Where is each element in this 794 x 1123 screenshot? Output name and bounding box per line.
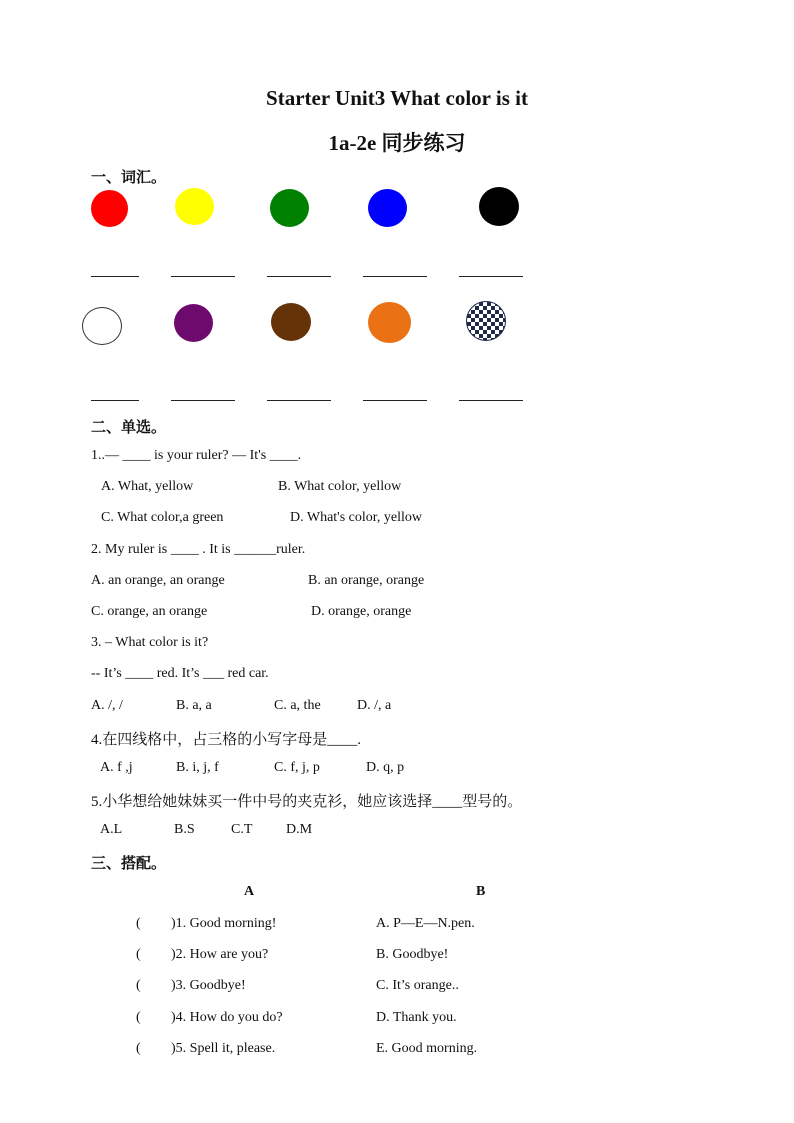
answer-blank[interactable] (171, 276, 235, 277)
answer-blank[interactable] (363, 276, 427, 277)
question-2: 2. My ruler is ____ . It is ______ruler. (91, 542, 306, 557)
match-right-b: B. Goodbye! (376, 947, 449, 962)
answer-bracket[interactable]: ( (136, 947, 141, 962)
checkered-circle (466, 301, 506, 341)
option-4c: C. f, j, p (274, 760, 320, 775)
section-matching-heading: 三、搭配。 (91, 856, 167, 872)
question-3: 3. – What color is it? (91, 635, 209, 650)
option-4d: D. q, p (366, 760, 405, 775)
green-circle (270, 189, 309, 227)
option-1d: D. What's color, yellow (290, 510, 422, 525)
question-1: 1..— ____ is your ruler? — It's ____. (91, 448, 302, 463)
section-vocabulary-heading: 一、词汇。 (91, 170, 167, 186)
question-5: 5.小华想给她妹妹买一件中号的夹克衫，她应该选择____型号的。 (91, 794, 523, 810)
option-5c: C.T (231, 822, 253, 837)
answer-bracket[interactable]: ( (136, 1041, 141, 1056)
answer-blank[interactable] (91, 400, 139, 401)
answer-bracket[interactable]: ( (136, 916, 141, 931)
brown-circle (271, 303, 311, 341)
option-4b: B. i, j, f (176, 760, 219, 775)
match-right-a: A. P—E—N.pen. (376, 916, 475, 931)
answer-bracket[interactable]: ( (136, 978, 141, 993)
option-2c: C. orange, an orange (91, 604, 208, 619)
black-circle (479, 187, 519, 226)
option-3c: C. a, the (274, 698, 321, 713)
column-a-header: A (244, 884, 255, 899)
answer-blank[interactable] (171, 400, 235, 401)
match-left-3: )3. Goodbye! (171, 978, 246, 993)
orange-circle (368, 302, 411, 343)
option-2d: D. orange, orange (311, 604, 412, 619)
blue-circle (368, 189, 407, 227)
option-5b: B.S (174, 822, 195, 837)
option-2b: B. an orange, orange (308, 573, 425, 588)
red-circle (91, 190, 128, 227)
answer-blank[interactable] (459, 400, 523, 401)
match-right-e: E. Good morning. (376, 1041, 478, 1056)
answer-blank[interactable] (363, 400, 427, 401)
match-right-c: C. It’s orange.. (376, 978, 459, 993)
answer-blank[interactable] (91, 276, 139, 277)
answer-blank[interactable] (267, 276, 331, 277)
option-5d: D.M (286, 822, 313, 837)
match-left-1: )1. Good morning! (171, 916, 277, 931)
option-3a: A. /, / (91, 698, 123, 713)
option-5a: A.L (100, 822, 123, 837)
match-left-4: )4. How do you do? (171, 1010, 283, 1025)
page-subtitle: 1a-2e 同步练习 (328, 131, 466, 155)
option-3d: D. /, a (357, 698, 392, 713)
question-3-reply: -- It’s ____ red. It’s ___ red car. (91, 666, 269, 681)
purple-circle (174, 304, 213, 342)
option-3b: B. a, a (176, 698, 212, 713)
option-2a: A. an orange, an orange (91, 573, 225, 588)
answer-blank[interactable] (459, 276, 523, 277)
column-b-header: B (476, 884, 486, 899)
page-title: Starter Unit3 What color is it (266, 86, 528, 110)
question-4: 4.在四线格中，占三格的小写字母是____. (91, 732, 362, 748)
match-left-2: )2. How are you? (171, 947, 269, 962)
answer-blank[interactable] (267, 400, 331, 401)
yellow-circle (175, 188, 214, 225)
option-1a: A. What, yellow (101, 479, 194, 494)
match-right-d: D. Thank you. (376, 1010, 457, 1025)
option-1b: B. What color, yellow (278, 479, 402, 494)
option-4a: A. f ,j (100, 760, 133, 775)
option-1c: C. What color,a green (101, 510, 224, 525)
answer-bracket[interactable]: ( (136, 1010, 141, 1025)
section-choice-heading: 二、单选。 (91, 420, 167, 436)
match-left-5: )5. Spell it, please. (171, 1041, 276, 1056)
white-circle (82, 307, 122, 345)
